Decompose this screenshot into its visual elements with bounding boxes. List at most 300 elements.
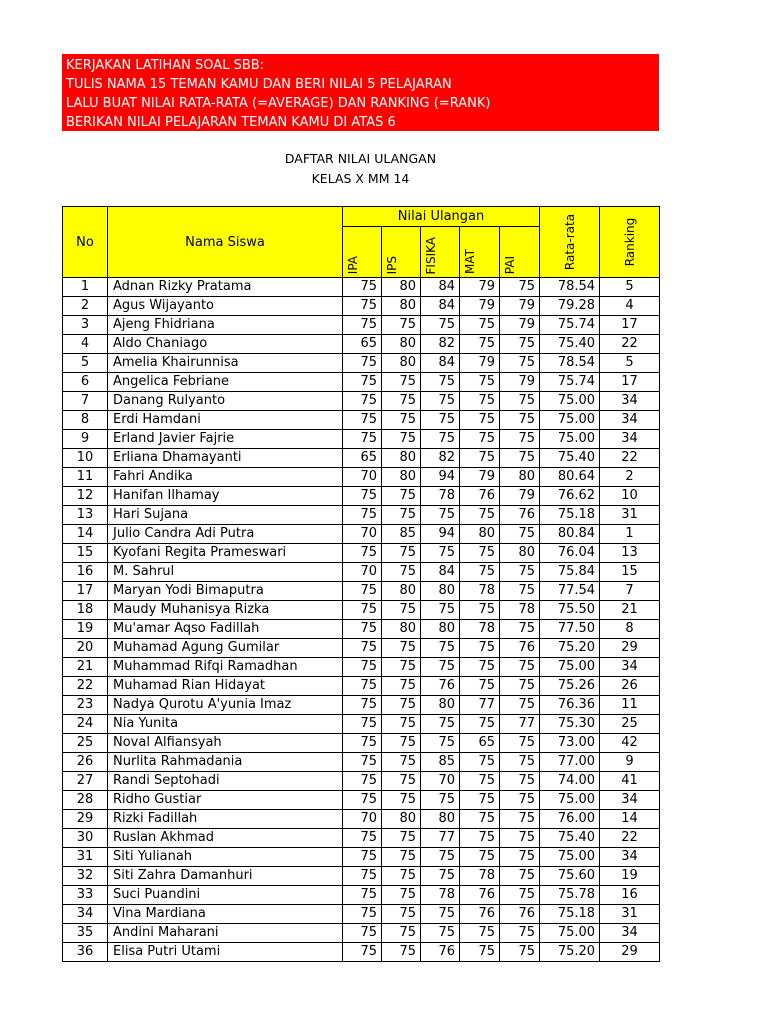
ranking-cell: 11 — [600, 696, 660, 715]
average-cell: 73.00 — [540, 734, 600, 753]
score-pai-cell: 79 — [500, 316, 540, 335]
student-name-cell: Amelia Khairunnisa — [108, 354, 343, 373]
instruction-line: TULIS NAMA 15 TEMAN KAMU DAN BERI NILAI 5 PELAJARAN — [66, 77, 452, 92]
student-name-cell: Danang Rulyanto — [108, 392, 343, 411]
table-row — [63, 449, 660, 468]
score-fisika-cell: 75 — [421, 411, 460, 430]
average-cell: 77.00 — [540, 753, 600, 772]
score-fisika-cell: 80 — [421, 620, 460, 639]
table-row — [63, 696, 660, 715]
row-number-cell: 16 — [63, 563, 108, 582]
table-row — [63, 867, 660, 886]
score-mat-cell: 75 — [460, 544, 500, 563]
average-cell: 75.74 — [540, 316, 600, 335]
score-mat-cell: 75 — [460, 943, 500, 962]
score-ipa-cell: 75 — [343, 487, 382, 506]
score-mat-cell: 75 — [460, 791, 500, 810]
row-number-cell: 28 — [63, 791, 108, 810]
table-row — [63, 753, 660, 772]
row-number-cell: 21 — [63, 658, 108, 677]
ranking-cell: 21 — [600, 601, 660, 620]
score-fisika-cell: 94 — [421, 525, 460, 544]
ranking-cell: 34 — [600, 411, 660, 430]
table-row — [63, 544, 660, 563]
score-ips-cell: 75 — [382, 886, 421, 905]
score-mat-cell: 77 — [460, 696, 500, 715]
average-cell: 75.50 — [540, 601, 600, 620]
row-number-cell: 25 — [63, 734, 108, 753]
table-row — [63, 886, 660, 905]
score-ipa-cell: 65 — [343, 449, 382, 468]
table-row — [63, 563, 660, 582]
score-pai-cell: 78 — [500, 601, 540, 620]
row-number-cell: 1 — [63, 278, 108, 297]
score-mat-cell: 75 — [460, 848, 500, 867]
row-number-cell: 26 — [63, 753, 108, 772]
average-cell: 75.00 — [540, 411, 600, 430]
score-ipa-cell: 75 — [343, 677, 382, 696]
ranking-cell: 31 — [600, 506, 660, 525]
row-number-cell: 10 — [63, 449, 108, 468]
instruction-line: KERJAKAN LATIHAN SOAL SBB: — [66, 58, 265, 73]
score-ipa-cell: 75 — [343, 373, 382, 392]
ranking-cell: 34 — [600, 848, 660, 867]
score-fisika-cell: 75 — [421, 316, 460, 335]
score-ipa-cell: 75 — [343, 829, 382, 848]
ranking-cell: 29 — [600, 639, 660, 658]
student-name-cell: Aldo Chaniago — [108, 335, 343, 354]
header-subject-ipa — [343, 227, 382, 278]
score-ipa-cell: 75 — [343, 354, 382, 373]
header-ranking — [600, 207, 660, 278]
table-row — [63, 468, 660, 487]
score-fisika-cell: 94 — [421, 468, 460, 487]
table-row — [63, 734, 660, 753]
score-ips-cell: 75 — [382, 430, 421, 449]
score-pai-cell: 75 — [500, 620, 540, 639]
score-fisika-cell: 75 — [421, 715, 460, 734]
score-ipa-cell: 75 — [343, 924, 382, 943]
row-number-cell: 7 — [63, 392, 108, 411]
instruction-line: LALU BUAT NILAI RATA-RATA (=AVERAGE) DAN RANKING (=RANK) — [66, 96, 491, 111]
score-ipa-cell: 75 — [343, 544, 382, 563]
ranking-cell: 22 — [600, 829, 660, 848]
score-ips-cell: 75 — [382, 506, 421, 525]
header-average-label: Rata-rata — [562, 213, 577, 271]
score-ipa-cell: 75 — [343, 791, 382, 810]
subject-label: PAI — [503, 255, 517, 274]
ranking-cell: 34 — [600, 658, 660, 677]
table-row — [63, 677, 660, 696]
score-ipa-cell: 70 — [343, 468, 382, 487]
score-mat-cell: 75 — [460, 316, 500, 335]
student-name-cell: Randi Septohadi — [108, 772, 343, 791]
row-number-cell: 34 — [63, 905, 108, 924]
score-fisika-cell: 75 — [421, 791, 460, 810]
score-fisika-cell: 75 — [421, 373, 460, 392]
score-pai-cell: 75 — [500, 392, 540, 411]
average-cell: 75.00 — [540, 658, 600, 677]
score-fisika-cell: 75 — [421, 639, 460, 658]
table-row — [63, 905, 660, 924]
score-ipa-cell: 75 — [343, 696, 382, 715]
table-row — [63, 715, 660, 734]
score-fisika-cell: 75 — [421, 601, 460, 620]
score-fisika-cell: 85 — [421, 753, 460, 772]
score-mat-cell: 80 — [460, 525, 500, 544]
average-cell: 75.00 — [540, 924, 600, 943]
average-cell: 78.54 — [540, 278, 600, 297]
score-pai-cell: 80 — [500, 468, 540, 487]
score-pai-cell: 75 — [500, 582, 540, 601]
average-cell: 75.20 — [540, 943, 600, 962]
score-ips-cell: 75 — [382, 905, 421, 924]
ranking-cell: 14 — [600, 810, 660, 829]
table-row — [63, 829, 660, 848]
ranking-cell: 26 — [600, 677, 660, 696]
average-cell: 75.40 — [540, 335, 600, 354]
score-fisika-cell: 76 — [421, 943, 460, 962]
score-mat-cell: 76 — [460, 487, 500, 506]
score-mat-cell: 75 — [460, 506, 500, 525]
ranking-cell: 4 — [600, 297, 660, 316]
student-name-cell: Suci Puandini — [108, 886, 343, 905]
average-cell: 75.18 — [540, 905, 600, 924]
student-name-cell: Hari Sujana — [108, 506, 343, 525]
subject-label: IPS — [385, 255, 399, 274]
row-number-cell: 27 — [63, 772, 108, 791]
student-name-cell: Ruslan Akhmad — [108, 829, 343, 848]
score-fisika-cell: 75 — [421, 430, 460, 449]
score-mat-cell: 76 — [460, 905, 500, 924]
row-number-cell: 4 — [63, 335, 108, 354]
score-ips-cell: 85 — [382, 525, 421, 544]
score-pai-cell: 77 — [500, 715, 540, 734]
header-subject-mat — [460, 227, 500, 278]
score-ipa-cell: 75 — [343, 316, 382, 335]
score-pai-cell: 75 — [500, 525, 540, 544]
score-mat-cell: 75 — [460, 772, 500, 791]
score-ips-cell: 80 — [382, 449, 421, 468]
student-name-cell: Adnan Rizky Pratama — [108, 278, 343, 297]
ranking-cell: 42 — [600, 734, 660, 753]
row-number-cell: 14 — [63, 525, 108, 544]
score-pai-cell: 75 — [500, 449, 540, 468]
instruction-line: BERIKAN NILAI PELAJARAN TEMAN KAMU DI ATAS 6 — [66, 115, 396, 130]
row-number-cell: 8 — [63, 411, 108, 430]
score-pai-cell: 75 — [500, 829, 540, 848]
row-number-cell: 15 — [63, 544, 108, 563]
student-name-cell: Hanifan Ilhamay — [108, 487, 343, 506]
score-ipa-cell: 75 — [343, 772, 382, 791]
header-subject-pai — [500, 227, 540, 278]
table-row — [63, 791, 660, 810]
score-ipa-cell: 75 — [343, 506, 382, 525]
score-fisika-cell: 76 — [421, 677, 460, 696]
table-row — [63, 411, 660, 430]
score-ipa-cell: 75 — [343, 601, 382, 620]
score-fisika-cell: 70 — [421, 772, 460, 791]
ranking-cell: 15 — [600, 563, 660, 582]
student-name-cell: Muhamad Agung Gumilar — [108, 639, 343, 658]
score-ips-cell: 80 — [382, 620, 421, 639]
table-row — [63, 278, 660, 297]
student-name-cell: Kyofani Regita Prameswari — [108, 544, 343, 563]
row-number-cell: 30 — [63, 829, 108, 848]
ranking-cell: 31 — [600, 905, 660, 924]
score-ips-cell: 75 — [382, 316, 421, 335]
table-row — [63, 924, 660, 943]
score-ipa-cell: 75 — [343, 639, 382, 658]
header-no: No — [63, 207, 108, 278]
score-ipa-cell: 75 — [343, 734, 382, 753]
class-subtitle: KELAS X MM 14 — [311, 171, 410, 186]
score-fisika-cell: 75 — [421, 392, 460, 411]
score-ips-cell: 75 — [382, 753, 421, 772]
score-pai-cell: 75 — [500, 753, 540, 772]
table-row — [63, 943, 660, 962]
score-pai-cell: 75 — [500, 278, 540, 297]
table-row — [63, 487, 660, 506]
row-number-cell: 9 — [63, 430, 108, 449]
student-name-cell: Elisa Putri Utami — [108, 943, 343, 962]
score-fisika-cell: 82 — [421, 335, 460, 354]
score-ipa-cell: 75 — [343, 658, 382, 677]
table-row — [63, 373, 660, 392]
table-row — [63, 430, 660, 449]
score-fisika-cell: 78 — [421, 487, 460, 506]
score-ips-cell: 75 — [382, 848, 421, 867]
score-mat-cell: 76 — [460, 886, 500, 905]
row-number-cell: 31 — [63, 848, 108, 867]
score-pai-cell: 75 — [500, 658, 540, 677]
score-ips-cell: 75 — [382, 544, 421, 563]
score-pai-cell: 75 — [500, 886, 540, 905]
student-name-cell: Mu'amar Aqso Fadillah — [108, 620, 343, 639]
score-mat-cell: 79 — [460, 278, 500, 297]
subject-label: FISIKA — [424, 236, 438, 274]
score-mat-cell: 78 — [460, 582, 500, 601]
average-cell: 75.84 — [540, 563, 600, 582]
row-number-cell: 12 — [63, 487, 108, 506]
average-cell: 75.00 — [540, 430, 600, 449]
table-row — [63, 848, 660, 867]
score-ipa-cell: 75 — [343, 905, 382, 924]
score-fisika-cell: 80 — [421, 810, 460, 829]
score-fisika-cell: 75 — [421, 734, 460, 753]
score-ipa-cell: 75 — [343, 867, 382, 886]
score-ipa-cell: 75 — [343, 886, 382, 905]
average-cell: 76.62 — [540, 487, 600, 506]
subject-label: MAT — [463, 249, 477, 274]
score-mat-cell: 75 — [460, 924, 500, 943]
score-pai-cell: 75 — [500, 677, 540, 696]
score-fisika-cell: 84 — [421, 297, 460, 316]
score-pai-cell: 80 — [500, 544, 540, 563]
ranking-cell: 22 — [600, 449, 660, 468]
score-pai-cell: 75 — [500, 430, 540, 449]
table-row — [63, 506, 660, 525]
ranking-cell: 5 — [600, 278, 660, 297]
score-mat-cell: 75 — [460, 430, 500, 449]
row-number-cell: 2 — [63, 297, 108, 316]
score-mat-cell: 75 — [460, 753, 500, 772]
score-fisika-cell: 84 — [421, 278, 460, 297]
row-number-cell: 36 — [63, 943, 108, 962]
average-cell: 76.04 — [540, 544, 600, 563]
score-fisika-cell: 75 — [421, 658, 460, 677]
score-pai-cell: 75 — [500, 734, 540, 753]
score-mat-cell: 79 — [460, 354, 500, 373]
student-name-cell: Ajeng Fhidriana — [108, 316, 343, 335]
row-number-cell: 22 — [63, 677, 108, 696]
row-number-cell: 13 — [63, 506, 108, 525]
score-ips-cell: 80 — [382, 354, 421, 373]
average-cell: 76.36 — [540, 696, 600, 715]
score-ipa-cell: 75 — [343, 392, 382, 411]
student-name-cell: Noval Alfiansyah — [108, 734, 343, 753]
score-pai-cell: 79 — [500, 373, 540, 392]
ranking-cell: 1 — [600, 525, 660, 544]
table-row — [63, 601, 660, 620]
ranking-cell: 34 — [600, 430, 660, 449]
student-name-cell: Maryan Yodi Bimaputra — [108, 582, 343, 601]
student-name-cell: Fahri Andika — [108, 468, 343, 487]
score-ips-cell: 80 — [382, 582, 421, 601]
score-pai-cell: 75 — [500, 335, 540, 354]
row-number-cell: 5 — [63, 354, 108, 373]
score-mat-cell: 78 — [460, 620, 500, 639]
average-cell: 75.00 — [540, 791, 600, 810]
score-ips-cell: 75 — [382, 734, 421, 753]
score-ips-cell: 80 — [382, 297, 421, 316]
average-cell: 75.20 — [540, 639, 600, 658]
score-pai-cell: 75 — [500, 354, 540, 373]
ranking-cell: 29 — [600, 943, 660, 962]
student-name-cell: Agus Wijayanto — [108, 297, 343, 316]
ranking-cell: 34 — [600, 791, 660, 810]
ranking-cell: 22 — [600, 335, 660, 354]
score-fisika-cell: 75 — [421, 848, 460, 867]
row-number-cell: 6 — [63, 373, 108, 392]
score-ipa-cell: 65 — [343, 335, 382, 354]
ranking-cell: 16 — [600, 886, 660, 905]
student-name-cell: Siti Zahra Damanhuri — [108, 867, 343, 886]
average-cell: 77.54 — [540, 582, 600, 601]
header-nilai-ulangan: Nilai Ulangan — [343, 207, 540, 227]
row-number-cell: 20 — [63, 639, 108, 658]
score-fisika-cell: 75 — [421, 506, 460, 525]
row-number-cell: 3 — [63, 316, 108, 335]
score-ipa-cell: 70 — [343, 525, 382, 544]
student-name-cell: Nia Yunita — [108, 715, 343, 734]
score-ips-cell: 80 — [382, 278, 421, 297]
score-fisika-cell: 82 — [421, 449, 460, 468]
student-name-cell: Julio Candra Adi Putra — [108, 525, 343, 544]
student-name-cell: Erdi Hamdani — [108, 411, 343, 430]
score-ipa-cell: 70 — [343, 563, 382, 582]
score-ips-cell: 75 — [382, 392, 421, 411]
score-pai-cell: 76 — [500, 905, 540, 924]
score-ips-cell: 75 — [382, 677, 421, 696]
score-mat-cell: 75 — [460, 677, 500, 696]
table-row — [63, 316, 660, 335]
score-mat-cell: 75 — [460, 335, 500, 354]
row-number-cell: 33 — [63, 886, 108, 905]
header-ranking-label: Ranking — [622, 217, 637, 267]
average-cell: 75.40 — [540, 829, 600, 848]
table-row — [63, 810, 660, 829]
ranking-cell: 2 — [600, 468, 660, 487]
student-name-cell: Muhammad Rifqi Ramadhan — [108, 658, 343, 677]
score-fisika-cell: 77 — [421, 829, 460, 848]
student-name-cell: Nadya Qurotu A'yunia Imaz — [108, 696, 343, 715]
average-cell: 80.84 — [540, 525, 600, 544]
score-mat-cell: 79 — [460, 468, 500, 487]
student-name-cell: Siti Yulianah — [108, 848, 343, 867]
average-cell: 75.00 — [540, 392, 600, 411]
header-subject-ips — [382, 227, 421, 278]
score-pai-cell: 75 — [500, 924, 540, 943]
row-number-cell: 19 — [63, 620, 108, 639]
row-number-cell: 18 — [63, 601, 108, 620]
score-mat-cell: 75 — [460, 658, 500, 677]
student-name-cell: Erland Javier Fajrie — [108, 430, 343, 449]
score-pai-cell: 76 — [500, 506, 540, 525]
header-name: Nama Siswa — [108, 207, 343, 278]
score-mat-cell: 75 — [460, 810, 500, 829]
average-cell: 77.50 — [540, 620, 600, 639]
score-mat-cell: 75 — [460, 449, 500, 468]
score-ips-cell: 80 — [382, 468, 421, 487]
score-mat-cell: 75 — [460, 373, 500, 392]
table-row — [63, 525, 660, 544]
table-row — [63, 582, 660, 601]
score-ips-cell: 75 — [382, 601, 421, 620]
student-name-cell: Rizki Fadillah — [108, 810, 343, 829]
average-cell: 75.74 — [540, 373, 600, 392]
average-cell: 75.60 — [540, 867, 600, 886]
score-ipa-cell: 70 — [343, 810, 382, 829]
student-name-cell: Muhamad Rian Hidayat — [108, 677, 343, 696]
subject-label: IPA — [346, 255, 360, 274]
ranking-cell: 19 — [600, 867, 660, 886]
instruction-banner — [62, 54, 659, 131]
average-cell: 76.00 — [540, 810, 600, 829]
ranking-cell: 10 — [600, 487, 660, 506]
score-ips-cell: 75 — [382, 563, 421, 582]
ranking-cell: 41 — [600, 772, 660, 791]
score-mat-cell: 75 — [460, 601, 500, 620]
score-ips-cell: 75 — [382, 658, 421, 677]
score-ips-cell: 75 — [382, 373, 421, 392]
ranking-cell: 34 — [600, 924, 660, 943]
student-name-cell: Vina Mardiana — [108, 905, 343, 924]
ranking-cell: 17 — [600, 316, 660, 335]
score-fisika-cell: 75 — [421, 924, 460, 943]
row-number-cell: 35 — [63, 924, 108, 943]
score-pai-cell: 79 — [500, 297, 540, 316]
average-cell: 79.28 — [540, 297, 600, 316]
student-name-cell: Maudy Muhanisya Rizka — [108, 601, 343, 620]
score-mat-cell: 75 — [460, 639, 500, 658]
average-cell: 74.00 — [540, 772, 600, 791]
score-ipa-cell: 75 — [343, 278, 382, 297]
score-ips-cell: 80 — [382, 810, 421, 829]
score-pai-cell: 75 — [500, 810, 540, 829]
row-number-cell: 24 — [63, 715, 108, 734]
row-number-cell: 32 — [63, 867, 108, 886]
